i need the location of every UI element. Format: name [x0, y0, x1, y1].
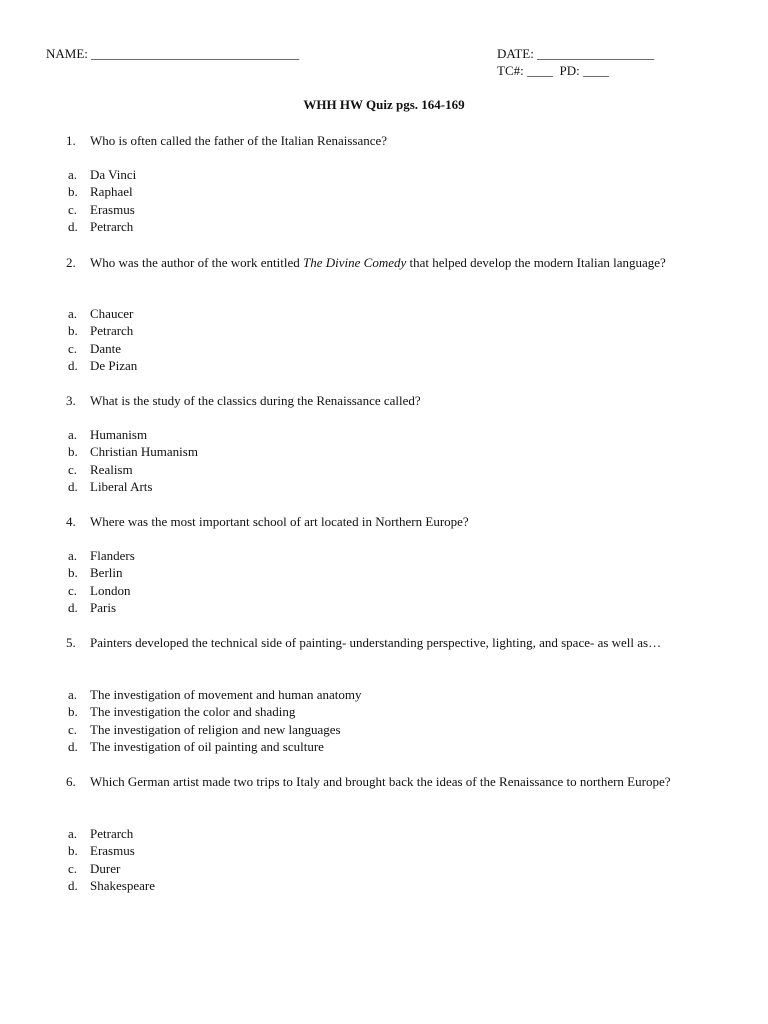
choices-2 — [66, 305, 726, 374]
choice-letter: d. — [68, 738, 78, 754]
choice-d — [66, 478, 726, 495]
choice-text: Da Vinci — [90, 167, 137, 182]
choice-text: London — [90, 582, 131, 598]
choices-6 — [66, 825, 726, 894]
choice-b — [66, 842, 726, 859]
choice-a — [66, 305, 726, 322]
choice-text: Petrarch — [90, 826, 134, 841]
question-text: Which German artist made two trips to Italy and brought back the ideas of the Renaissance to northern Europe? — [90, 774, 671, 789]
choice-text: Paris — [90, 599, 116, 615]
choice-text: De Pizan — [90, 357, 138, 373]
choice-c — [66, 201, 726, 218]
choice-letter: c. — [68, 860, 78, 876]
choice-text: Erasmus — [90, 201, 135, 217]
choice-a — [66, 426, 726, 443]
choice-text: Durer — [90, 860, 121, 876]
choice-text: The investigation of oil painting and sculture — [90, 738, 324, 754]
choice-text: Petrarch — [90, 323, 134, 339]
choice-text: Erasmus — [90, 843, 135, 859]
choice-letter: b. — [68, 323, 78, 339]
choice-text: Liberal Arts — [90, 478, 153, 494]
choice-d — [66, 738, 726, 755]
choice-d — [66, 599, 726, 616]
name-field-label: NAME: ________________________________ — [46, 46, 300, 61]
book-title: The Divine Comedy — [303, 255, 407, 270]
choice-letter: c. — [68, 201, 78, 217]
question-text-end: that helped develop the modern Italian language? — [406, 255, 666, 270]
question-text: Painters developed the technical side of painting- understanding perspective, lighting, and space- as well as… — [90, 635, 662, 650]
choices-5 — [66, 686, 726, 755]
choice-b — [66, 443, 726, 460]
choice-a — [66, 686, 726, 703]
choice-text: Berlin — [90, 565, 123, 581]
question-6 — [66, 773, 726, 790]
choice-letter: d. — [68, 357, 78, 373]
choice-letter: c. — [68, 461, 78, 477]
choice-letter: b. — [68, 843, 78, 859]
choice-c — [66, 461, 726, 478]
question-5 — [66, 634, 726, 651]
choices-4 — [66, 547, 726, 616]
choice-letter: d. — [68, 218, 78, 234]
choice-letter: a. — [68, 306, 78, 321]
question-2 — [66, 254, 726, 271]
choices-1 — [66, 166, 726, 235]
choice-text: Humanism — [90, 427, 148, 442]
question-text: Who is often called the father of the Italian Renaissance? — [90, 133, 388, 148]
choice-text: The investigation of movement and human anatomy — [90, 687, 362, 702]
choice-d — [66, 218, 726, 235]
choice-letter: a. — [68, 687, 78, 702]
choice-a — [66, 547, 726, 564]
choice-text: The investigation of religion and new languages — [90, 721, 341, 737]
choice-letter: b. — [68, 444, 78, 460]
choice-letter: c. — [68, 340, 78, 356]
choice-text: Petrarch — [90, 218, 134, 234]
question-3 — [66, 392, 726, 409]
choice-letter: c. — [68, 582, 78, 598]
choice-letter: b. — [68, 565, 78, 581]
choice-letter: b. — [68, 704, 78, 720]
choice-text: Raphael — [90, 184, 133, 200]
question-text-start: Who was the author of the work entitled — [90, 255, 303, 270]
date-field-label: DATE: __________________ — [497, 46, 655, 61]
choice-b — [66, 183, 726, 200]
choice-c — [66, 582, 726, 599]
question-text: Where was the most important school of art located in Northern Europe? — [90, 514, 469, 529]
choice-text: Flanders — [90, 548, 135, 563]
choice-b — [66, 322, 726, 339]
choice-a — [66, 166, 726, 183]
choice-letter: b. — [68, 184, 78, 200]
choice-a — [66, 825, 726, 842]
choice-letter: a. — [68, 548, 78, 563]
choice-letter: c. — [68, 721, 78, 737]
choice-letter: d. — [68, 599, 78, 615]
question-number: 1. — [66, 133, 76, 148]
choice-letter: a. — [68, 167, 78, 182]
choice-d — [66, 357, 726, 374]
choice-c — [66, 340, 726, 357]
choice-text: Christian Humanism — [90, 444, 198, 460]
choice-text: Dante — [90, 340, 122, 356]
choice-letter: d. — [68, 877, 78, 893]
choice-c — [66, 721, 726, 738]
choice-text: Chaucer — [90, 306, 134, 321]
question-1 — [66, 132, 726, 149]
choice-letter: d. — [68, 478, 78, 494]
choice-b — [66, 703, 726, 720]
choices-3 — [66, 426, 726, 495]
question-text — [90, 254, 726, 271]
question-number: 3. — [66, 393, 76, 408]
tc-pd-field-label: TC#: ____ PD: ____ — [497, 63, 609, 78]
question-number: 5. — [66, 635, 76, 650]
choice-letter: a. — [68, 427, 78, 442]
choice-b — [66, 564, 726, 581]
quiz-title: WHH HW Quiz pgs. 164-169 — [303, 97, 465, 112]
choice-letter: a. — [68, 826, 78, 841]
question-number: 2. — [66, 255, 76, 270]
choice-text: Realism — [90, 461, 133, 477]
question-number: 6. — [66, 774, 76, 789]
choice-d — [66, 877, 726, 894]
choice-c — [66, 860, 726, 877]
question-text: What is the study of the classics during the Renaissance called? — [90, 393, 421, 408]
question-number: 4. — [66, 514, 76, 529]
choice-text: The investigation the color and shading — [90, 704, 296, 720]
question-4 — [66, 513, 726, 530]
choice-text: Shakespeare — [90, 877, 155, 893]
